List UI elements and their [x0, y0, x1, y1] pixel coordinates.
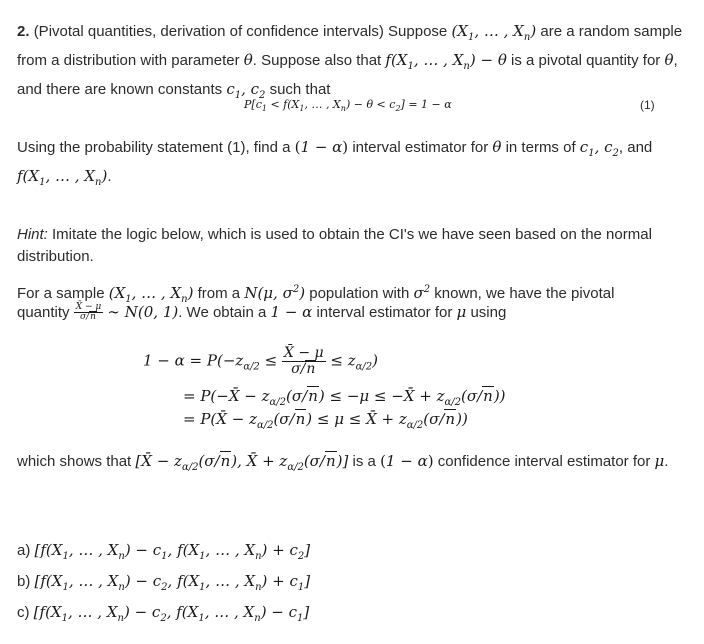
derivation-line-2: = P(−X̄ − $z_{\alpha/2}(\sigma/n) \le -\mu$ ≤ −X̄ + $z_{\alpha/2}(\sigma/n)$) — [183, 387, 506, 408]
pivot-fraction: $\frac{X̄ - \mu}{\sigma/n}$ — [75, 301, 102, 323]
option-a-label: a) — [17, 542, 31, 559]
option-b[interactable]: b) [$f(X_1$, … , $X_n) - c_2$, $f(X_1$, … , $X_n) + c_1$] — [17, 572, 311, 593]
problem-topic: (Pivotal quantities, derivation of confidence intervals) — [33, 23, 384, 40]
option-c-label: c) — [17, 604, 30, 621]
hint-label: Hint: — [17, 226, 48, 243]
problem-statement: 2. (Pivotal quantities, derivation of confidence intervals) Suppose ($X_1$, … , $X_n$) are a random sample from a distribution with parameter θ. Suppose also that $f(X_1$, … , $X_n) - \theta$ is a pivotal quantity for θ, and there are known constants $c_1$, $c_2$ such that — [17, 22, 683, 101]
option-a[interactable]: a) [$f(X_1$, … , $X_n) - c_1$, $f(X_1$, … , $X_n) + c_2$] — [17, 541, 311, 562]
equation-label: (1) — [640, 98, 655, 112]
derivation-line-1: $1 - \alpha = P(-z_{\alpha/2}$ ≤ $\frac{X̄ - \mu}{\sigma/n}$ ≤ $z_{\alpha/2}$) — [143, 345, 378, 377]
derivation-line-3: = P(X̄ − $z_{\alpha/2}(\sigma/n) \le \mu$ ≤ X̄ + $z_{\alpha/2}(\sigma/n)$) — [183, 410, 468, 431]
normal-example: For a sample ($X_1$, … , $X_n$) from a N(μ, $\sigma^2$) population with $\sigma^2$ known, we have the pivotal — [17, 284, 615, 305]
conclusion: which shows that [X̄ − $z_{\alpha/2}(\sigma/n)$, X̄ + $z_{\alpha/2}(\sigma/n)$] is a (1 − α) confidence interval estimator for μ. — [17, 452, 669, 473]
pivotal-line: quantity $\frac{X̄ - \mu}{\sigma/n}$ ∼ N(0, 1). We obtain a 1 − α interval estimator for μ using — [17, 301, 507, 323]
option-c[interactable]: c) [$f(X_1$, … , $X_n) - c_2$, $f(X_1$, … , $X_n) - c_1$] — [17, 603, 310, 624]
option-b-label: b) — [17, 573, 31, 590]
equation-1: $P[c_1 < f(X_1$, … , $X_n) - \theta < c_2] = 1 - \alpha$ — [244, 98, 452, 114]
hint-text: Imitate the logic below, which is used to obtain the CI's we have seen based on the normal distribution. — [17, 226, 652, 265]
hint — [17, 224, 687, 268]
question: Using the probability statement (1), find a (1 − α) interval estimator for θ in terms of $c_1$, $c_2$, and $f(X_1$, … , $X_n$). — [17, 138, 653, 188]
problem-number: 2. — [17, 23, 30, 40]
